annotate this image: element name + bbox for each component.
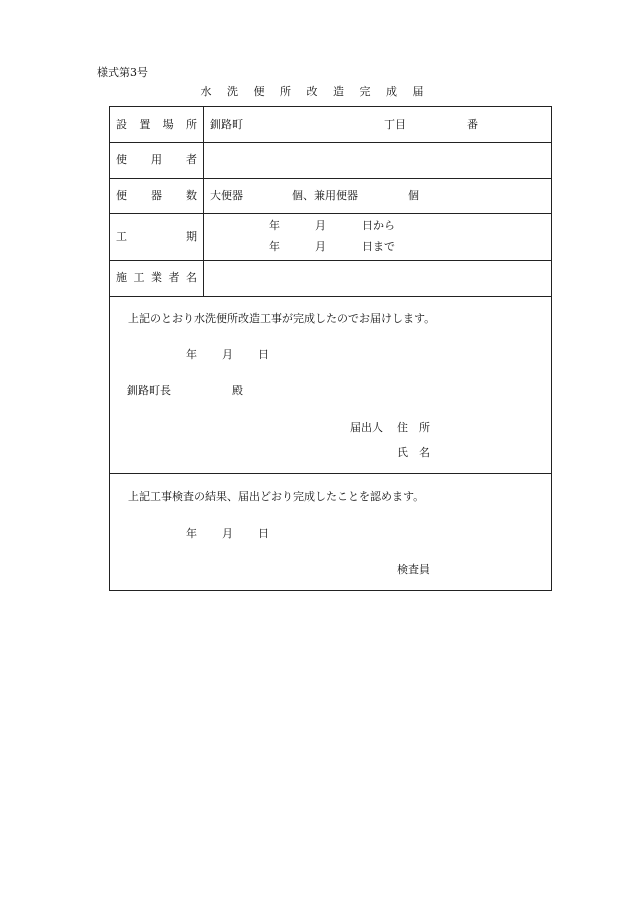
contractor-label: 施 工 業 者 名 [116, 271, 197, 284]
fixture-count-label: 便 器 数 [116, 189, 197, 202]
form-table [109, 106, 552, 591]
inspection-date-day: 日 [258, 527, 269, 540]
fixture-large-label: 大便器 [210, 189, 243, 202]
location-town: 釧路町 [210, 118, 243, 131]
addressee: 釧路町長 [127, 384, 171, 397]
addressee-honorific: 殿 [232, 384, 243, 397]
applicant-label: 届出人 [350, 421, 383, 434]
row-divider [110, 213, 551, 214]
period-end-year: 年 [269, 240, 280, 253]
applicant-name-label: 氏 名 [397, 446, 430, 459]
row-divider [110, 260, 551, 261]
section-divider [110, 473, 551, 474]
location-ban-unit: 番 [467, 118, 478, 131]
period-start-month: 月 [315, 219, 326, 232]
user-label: 使 用 者 [116, 153, 197, 166]
form-number: 様式第3号 [97, 66, 148, 79]
row-divider [110, 142, 551, 143]
period-end-day: 日まで [362, 240, 395, 253]
location-label: 設 置 場 所 [116, 118, 197, 131]
period-label: 工 期 [116, 230, 197, 243]
period-start-year: 年 [269, 219, 280, 232]
applicant-address-label: 住 所 [397, 421, 430, 434]
notice-statement: 上記のとおり水洗便所改造工事が完成したのでお届けします。 [128, 312, 436, 325]
inspection-statement: 上記工事検査の結果、届出どおり完成したことを認めます。 [128, 490, 425, 503]
inspection-date-year: 年 [186, 527, 197, 540]
label-column-divider [203, 107, 204, 296]
notice-date-year: 年 [186, 348, 197, 361]
notice-date-month: 月 [222, 348, 233, 361]
location-chome-unit: 丁目 [384, 118, 406, 131]
form-title: 水 洗 便 所 改 造 完 成 届 [200, 85, 430, 98]
notice-date-day: 日 [258, 348, 269, 361]
period-start-day: 日から [362, 219, 395, 232]
fixture-unit: 個 [408, 189, 419, 202]
inspection-date-month: 月 [222, 527, 233, 540]
row-divider [110, 296, 551, 297]
fixture-unit-combined: 個、兼用便器 [292, 189, 358, 202]
inspector-label: 検査員 [397, 563, 430, 576]
period-end-month: 月 [315, 240, 326, 253]
row-divider [110, 178, 551, 179]
